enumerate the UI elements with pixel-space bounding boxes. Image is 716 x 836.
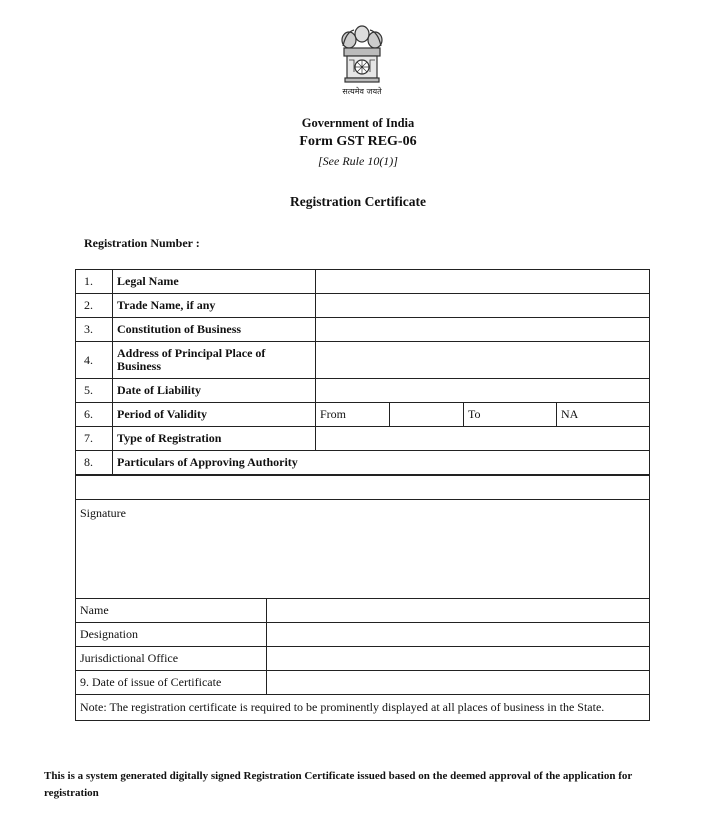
authority-name-label: Name bbox=[76, 599, 267, 623]
date-of-liability-value bbox=[316, 379, 650, 403]
display-note: Note: The registration certificate is required to be prominently displayed at all places of business in the State. bbox=[76, 695, 650, 721]
table-row bbox=[76, 623, 650, 647]
jurisdictional-office-value bbox=[267, 647, 650, 671]
table-row bbox=[76, 647, 650, 671]
address-label: Address of Principal Place of Business bbox=[113, 342, 316, 379]
table-row bbox=[76, 342, 650, 379]
table-row bbox=[76, 318, 650, 342]
approving-authority-table bbox=[75, 475, 650, 721]
form-title: Form GST REG-06 bbox=[299, 134, 417, 149]
validity-to-label: To bbox=[464, 403, 557, 427]
row-number: 5. bbox=[76, 379, 113, 403]
signature-field: Signature bbox=[76, 500, 650, 599]
date-of-issue-label: 9. Date of issue of Certificate bbox=[76, 671, 267, 695]
type-of-registration-value bbox=[316, 427, 650, 451]
registration-number-label: Registration Number : bbox=[84, 236, 200, 250]
table-row bbox=[76, 403, 650, 427]
date-of-issue-value bbox=[267, 671, 650, 695]
constitution-label: Constitution of Business bbox=[113, 318, 316, 342]
legal-name-value bbox=[316, 270, 650, 294]
table-row bbox=[76, 695, 650, 721]
row-number: 2. bbox=[76, 294, 113, 318]
certificate-title: Registration Certificate bbox=[289, 194, 427, 209]
row-number: 1. bbox=[76, 270, 113, 294]
row-number: 4. bbox=[76, 342, 113, 379]
table-row bbox=[76, 476, 650, 500]
jurisdictional-office-label: Jurisdictional Office bbox=[76, 647, 267, 671]
table-row bbox=[76, 671, 650, 695]
row-number: 6. bbox=[76, 403, 113, 427]
emblem-motto: सत्यमेव जयते bbox=[342, 87, 382, 96]
validity-to-value: NA bbox=[557, 403, 650, 427]
address-value bbox=[316, 342, 650, 379]
period-of-validity-label: Period of Validity bbox=[113, 403, 316, 427]
blank-row bbox=[76, 476, 650, 500]
validity-from-label: From bbox=[316, 403, 390, 427]
rule-reference: [See Rule 10(1)] bbox=[318, 154, 398, 168]
date-of-liability-label: Date of Liability bbox=[113, 379, 316, 403]
table-row bbox=[76, 451, 650, 475]
system-generated-footer: This is a system generated digitally signed Registration Certificate issued based on the deemed approval of the application for registration bbox=[44, 770, 633, 799]
row-number: 7. bbox=[76, 427, 113, 451]
table-row bbox=[76, 599, 650, 623]
row-number: 8. bbox=[76, 451, 113, 475]
constitution-value bbox=[316, 318, 650, 342]
table-row bbox=[76, 270, 650, 294]
table-row bbox=[76, 294, 650, 318]
table-row bbox=[76, 379, 650, 403]
row-number: 3. bbox=[76, 318, 113, 342]
trade-name-label: Trade Name, if any bbox=[113, 294, 316, 318]
table-row bbox=[76, 427, 650, 451]
registration-details-table bbox=[75, 269, 650, 475]
legal-name-label: Legal Name bbox=[113, 270, 316, 294]
government-heading: Government of India bbox=[301, 116, 415, 130]
designation-label: Designation bbox=[76, 623, 267, 647]
approving-authority-label: Particulars of Approving Authority bbox=[113, 451, 650, 475]
table-row bbox=[76, 500, 650, 599]
trade-name-value bbox=[316, 294, 650, 318]
validity-from-value bbox=[390, 403, 464, 427]
authority-name-value bbox=[267, 599, 650, 623]
designation-value bbox=[267, 623, 650, 647]
type-of-registration-label: Type of Registration bbox=[113, 427, 316, 451]
